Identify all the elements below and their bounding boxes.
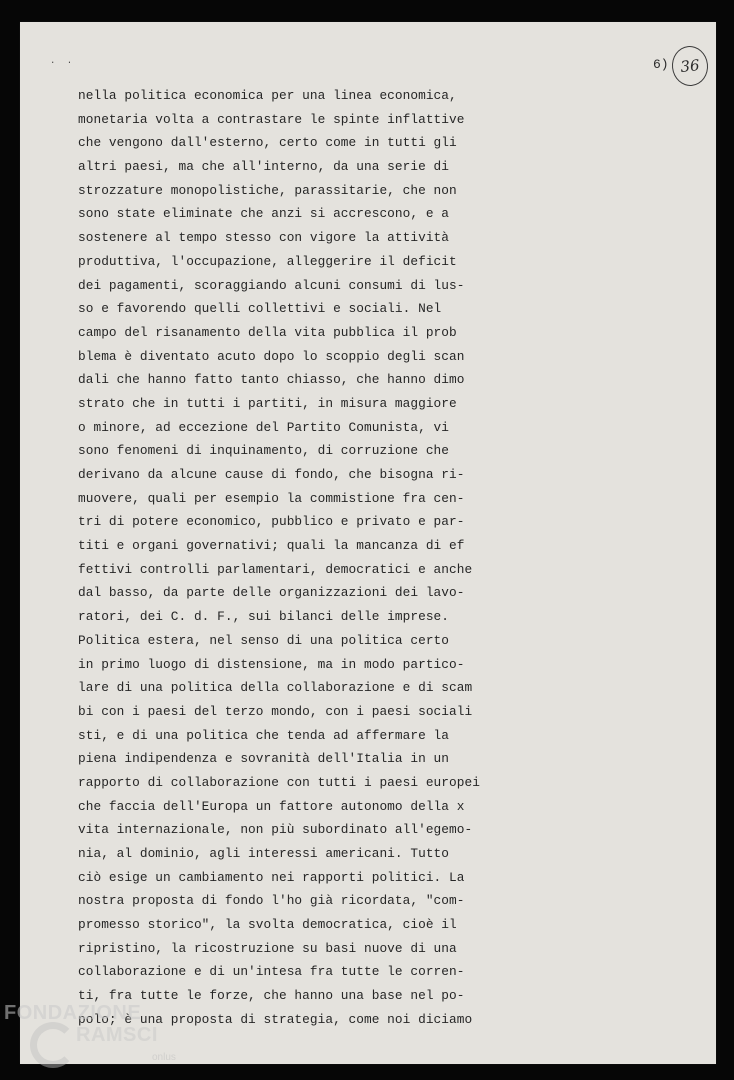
archive-number-circled: 36 [670,44,710,88]
text-line: titi e organi governativi; quali la mancanza di ef [78,538,465,554]
text-line: che faccia dell'Europa un fattore autonomo della x [78,798,465,814]
text-line: piena indipendenza e sovranità dell'Italia in un [78,751,450,767]
text-line: nella politica economica per una linea economica, [78,88,457,103]
text-line: o minore, ad eccezione del Partito Comunista, vi [78,419,450,435]
text-line: rapporto di collaborazione con tutti i paesi europei [78,774,480,790]
text-line: tri di potere economico, pubblico e privato e par- [78,514,465,530]
watermark-line-2: RAMSCI [76,1024,158,1046]
text-line: sono state eliminate che anzi si accrescono, e a [78,206,450,222]
text-line: muovere, quali per esempio la commistione fra cen- [78,490,465,506]
text-line: che vengono dall'esterno, certo come in tutti gli [78,135,457,151]
text-line: dei pagamenti, scoraggiando alcuni consumi di lus- [78,277,465,293]
text-line: nia, al dominio, agli interessi americani. Tutto [78,846,450,861]
text-line: bi con i paesi del terzo mondo, con i paesi sociali [78,703,473,719]
text-line: ripristino, la ricostruzione su basi nuove di una [78,940,457,956]
text-line: sti, e di una politica che tenda ad affermare la [78,727,450,743]
text-line: campo del risanamento della vita pubblica il prob [78,324,457,340]
text-line: strato che in tutti i partiti, in misura maggiore [78,395,457,411]
text-line: Politica estera, nel senso di una politica certo [78,632,450,648]
text-line: blema è diventato acuto dopo lo scoppio degli scan [78,348,465,364]
text-line: monetaria volta a contrastare le spinte inflattive [78,111,465,127]
page-number: 6) [653,57,669,72]
text-line: ratori, dei C. d. F., sui bilanci delle imprese. [78,609,450,625]
text-line: in primo luogo di distensione, ma in modo partico- [78,656,465,672]
text-line: ti, fra tutte le forze, che hanno una base nel po- [78,988,465,1004]
text-line: sostenere al tempo stesso con vigore la attività [78,230,450,246]
text-line: dal basso, da parte delle organizzazioni dei lavo- [78,585,465,601]
text-line: promesso storico", la svolta democratica, cioè il [78,917,457,933]
text-line: strozzature monopolistiche, parassitarie, che non [78,182,457,198]
text-line: dali che hanno fatto tanto chiasso, che hanno dimo [78,372,465,388]
watermark-line-3: onlus [152,1052,176,1063]
text-line: sono fenomeni di inquinamento, di corruzione che [78,443,450,459]
text-line: ciò esige un cambiamento nei rapporti politici. La [78,869,465,885]
text-line: fettivi controlli parlamentari, democratici e anche [78,561,473,577]
paper-specks: . . [50,56,76,66]
text-line: polo; è una proposta di strategia, come noi diciamo [78,1011,473,1027]
document-page [20,22,716,1064]
text-line: derivano da alcune cause di fondo, che bisogna ri- [78,467,465,482]
text-line: lare di una politica della collaborazione e di scam [78,680,473,696]
typed-text-body [78,84,518,1032]
text-line: altri paesi, ma che all'interno, da una serie di [78,159,450,175]
watermark-line-1: FONDAZIONE [4,1002,142,1024]
text-line: vita internazionale, non più subordinato all'egemo- [78,822,473,838]
text-line: so e favorendo quelli collettivi e sociali. Nel [78,301,442,317]
text-line: nostra proposta di fondo l'ho già ricordata, "com- [78,893,465,909]
text-line: collaborazione e di un'intesa fra tutte le corren- [78,964,465,980]
text-line: produttiva, l'occupazione, alleggerire il deficit [78,253,457,269]
